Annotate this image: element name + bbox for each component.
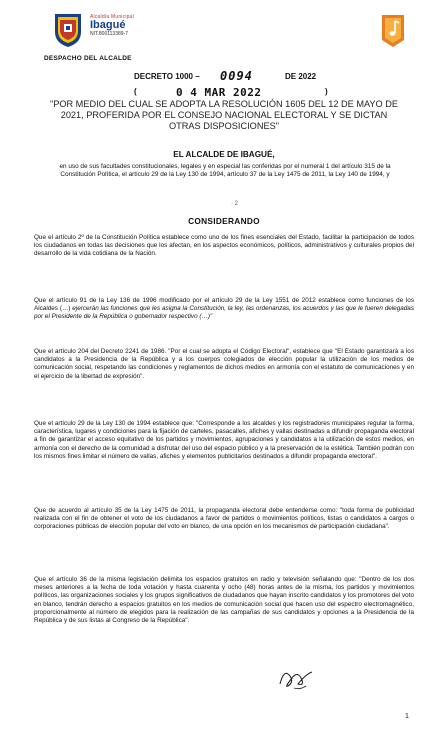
paragraph-2-text: Que el artículo 91 de la Ley 136 de 1996 modificado por el artículo 29 de la Ley 1551 de 2012 establece como funciones de los Alcaldes (…) xyxy=(34,297,414,313)
paragraph-4: Que el artículo 29 de la Ley 130 de 1994 establece que: "Corresponde a los alcaldes y los registradores municipales regular la forma, característica, lugares y condiciones para la fijación de carteles, pasacalles, afiches y vallas destinadas a difundir propaganda electoral a fin de garantizar el acceso equitativo de los partidos y movimientos, agrupaciones y candidatos a la utilización de estos medios, en armonía con el derecho de la comunidad a disfrutar del uso del espacio público y a la preservación de la estética. También podrán con los mismos fines limitar el número de vallas, afiches y elementos publicitarios destinados a difundir propaganda electoral". xyxy=(34,420,414,460)
date-stamp: 0 4 MAR 2022 xyxy=(176,86,262,99)
decree-number-stamp: 0094 xyxy=(220,69,253,83)
paragraph-6: Que el artículo 36 de la misma legislación delimita los espacios gratuitos en radio y televisión señalando que: "Dentro de los dos meses anteriores a la fecha de toda votación y hasta cuarenta y ocho (48) horas antes de la misma, los partidos y movimientos políticos, las organizaciones sociales y los grupos significativos de ciudadanos que hayan inscrito candidatos y los promotores del voto en blanco, tendrán derecho a espacios gratuitos en los medios de comunicación social que hacen uso del espectro electromagnético, proporcionalmente al número de elegidos para la realización de las campañas de sus candidatos y opciones a la Presidencia de la República y de sus listas al Congreso de la República". xyxy=(34,576,414,625)
date-close-paren: ) xyxy=(325,87,328,96)
paragraph-2 xyxy=(34,297,414,322)
paragraph-5: Que de acuerdo al artículo 35 de la Ley 1475 de 2011, la propaganda electoral debe entenderse como: "toda forma de publicidad realizada con el fin de obtener el voto de los ciudadanos a favor de partidos o movimientos políticos, listas o candidatos a cargos o corporaciones públicas de elección popular del voto en blanco, de una opción en los mecanismos de participación ciudadana". xyxy=(34,507,414,531)
decree-title: "POR MEDIO DEL CUAL SE ADOPTA LA RESOLUCIÓN 1605 DEL 12 DE MAYO DE 2021, PROFERIDA POR EL CONSEJO NACIONAL ELECTORAL Y SE DICTAN OTRAS DISPOSICIONES" xyxy=(49,99,399,131)
page-number: 1 xyxy=(405,713,409,720)
paragraph-1: Que el artículo 2º de la Constitución Política establece como uno de los fines esenciales del Estado, facilitar la participación de todos los ciudadanos en todas las decisiones que los afectan, en los aspectos económicos, políticos, administrativos y culturales propios del desarrollo de la vida cotidiana de la Nación. xyxy=(34,234,414,258)
handwritten-signature xyxy=(276,664,316,692)
despacho-label: DESPACHO DEL ALCALDE xyxy=(44,55,132,62)
paragraph-2-quote: ejercerán las funciones que les asigna la Constitución, la ley, las ordenanzas, los acuerdos y las que le fueren delegadas por el Presidente de la República o gobernador respectivo (…)" xyxy=(34,305,414,321)
municipal-shield-logo xyxy=(52,12,84,48)
org-small-label: Alcaldía Municipal xyxy=(90,14,134,20)
decree-label: DECRETO 1000 – xyxy=(134,72,200,81)
paragraph-3: Que el artículo 204 del Decreto 2241 de 1986. "Por el cual se adopta el Código Electoral", establece que "El Estado garantizará a los candidatos a la Presidencia de la República y a los cuerpos colegiados de elección popular la utilización de los medios de comunicación social, respetando las condiciones y reglamentos de dichos medios en armonía con el estatuto de comunicaciones y en el ejercicio de la libertad de expresión". xyxy=(34,348,414,380)
considerando-heading: CONSIDERANDO xyxy=(188,216,260,226)
org-nit: NIT.800113389-7 xyxy=(90,31,128,37)
date-open-paren: ( xyxy=(134,87,137,96)
decree-year: DE 2022 xyxy=(285,72,317,81)
intro-text: en uso de sus facultades constitucionales, legales y en especial las conferidas por el numeral 1 del artículo 315 de la Constitución Política, el artículo 29 de la Ley 130 de 1994, artículo 37 de la Ley 1475 de 2011, la Ley 140 de 1994, y xyxy=(59,163,391,179)
org-name: Ibagué xyxy=(90,19,126,31)
page-mark: · 2 xyxy=(231,201,239,207)
music-note-badge-icon xyxy=(381,14,405,48)
alcalde-heading: EL ALCALDE DE IBAGUÉ, xyxy=(173,150,275,159)
logo-text xyxy=(90,14,170,37)
